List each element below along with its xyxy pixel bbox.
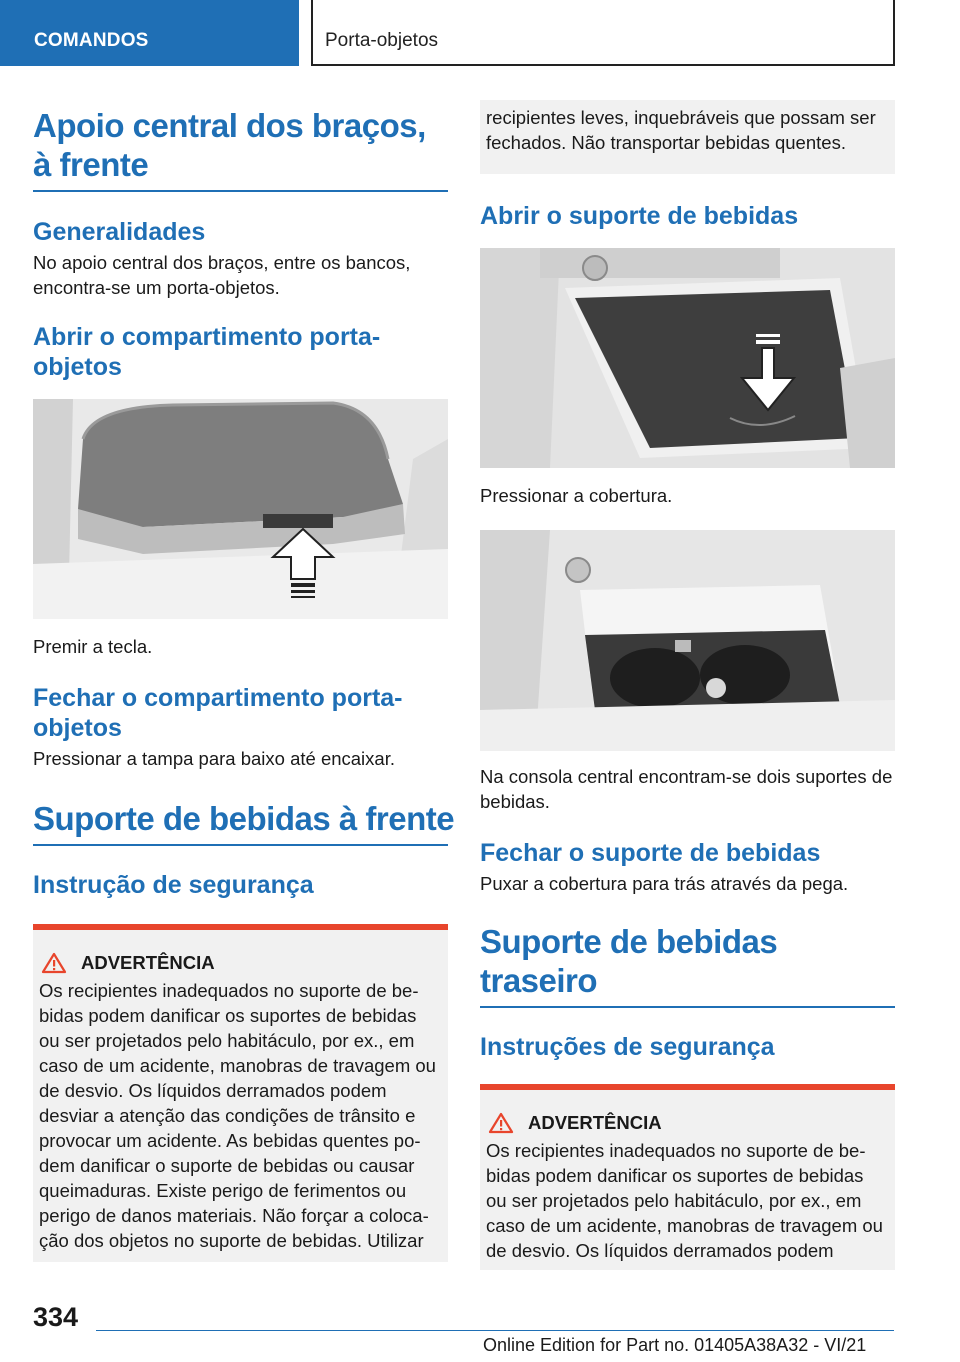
cupholders-svg (480, 530, 895, 751)
footer-rule (96, 1330, 894, 1331)
caption-two-cupholders: Na consola central encontram-se dois suportes de bebidas. (480, 766, 893, 812)
section-title-rear-cupholder: Suporte de bebidas traseiro (480, 923, 778, 999)
right-column (480, 100, 895, 1270)
edition-text: Online Edition for Part no. 01405A38A32 - VI/21 (483, 1335, 867, 1355)
section-title-front-cupholder: Suporte de bebidas à frente (33, 800, 455, 837)
section-tab (0, 0, 299, 66)
warning-title (480, 1090, 895, 1134)
section-label: COMANDOS (34, 30, 149, 51)
heading-safety-rear: Instruções de segurança (480, 1033, 775, 1061)
warning-box (33, 924, 448, 1262)
general-text: No apoio central dos braços, entre os bancos, encontra-se um porta-objetos. (33, 252, 411, 298)
warning-label: ADVERTÊNCIA (81, 952, 215, 973)
heading-safety: Instrução de segurança (33, 871, 314, 899)
warning-box-rear (480, 1084, 895, 1270)
heading-open-compartment: Abrir o compartimento porta-objetos (33, 323, 381, 381)
chapter-label: Porta-objetos (325, 30, 439, 51)
title-rule (33, 190, 448, 192)
cupholder-cover-illustration (480, 248, 895, 468)
warning-label: ADVERTÊNCIA (528, 1112, 662, 1133)
warning-text-rear: Os recipientes inadequados no suporte de bebidas podem danificar os suportes de bebidas ou ser projetados pelo habitáculo, por ex., em caso de um acidente, manobras de travagem ou de desvio. Os líquidos derramados podem (486, 1140, 883, 1261)
caption-press-cover: Pressionar a cobertura. (480, 485, 673, 506)
armrest-button-illustration (33, 399, 448, 619)
heading-general: Generalidades (33, 218, 206, 246)
title-rule (480, 1006, 895, 1008)
warning-box-continued (480, 100, 895, 174)
warning-text: Os recipientes inadequados no suporte de bebidas podem danificar os suportes de bebidas ou ser projetados pelo habitáculo, por ex., em caso de um acidente, manobras de travagem ou de desvio. Os líquidos derramados podem desviar a atenção das condições de trânsito e provocar um acidente. As bebidas quentes podem danificar o suporte de bebidas ou causar queimaduras. Existe perigo de ferimentos ou perigo de danos materiais. Não forçar a colocação dos objetos no suporte de bebidas. Utilizar (39, 980, 436, 1251)
section-title-front-armrest: Apoio central dos braços, à frente (33, 107, 426, 183)
close-text: Pressionar a tampa para baixo até encaixar. (33, 748, 395, 769)
cupholder-cover-svg (480, 248, 895, 468)
close-cupholder-text: Puxar a cobertura para trás através da pega. (480, 873, 849, 894)
warning-triangle-icon (488, 1112, 514, 1134)
heading-close-compartment: Fechar o compartimento porta-objetos (33, 684, 403, 742)
heading-close-cupholder: Fechar o suporte de bebidas (480, 839, 821, 867)
cupholders-illustration (480, 530, 895, 751)
warning-title (33, 930, 448, 974)
warning-continued-text: recipientes leves, inquebráveis que possam ser fechados. Não transportar bebidas quentes. (486, 107, 876, 153)
warning-triangle-icon (41, 952, 67, 974)
heading-open-cupholder: Abrir o suporte de bebidas (480, 202, 799, 230)
armrest-illustration-svg (33, 399, 448, 619)
chapter-header (311, 0, 895, 66)
left-column (33, 100, 455, 1262)
title-rule (33, 844, 448, 846)
page-number: 334 (33, 1302, 79, 1332)
open-caption: Premir a tecla. (33, 636, 153, 657)
